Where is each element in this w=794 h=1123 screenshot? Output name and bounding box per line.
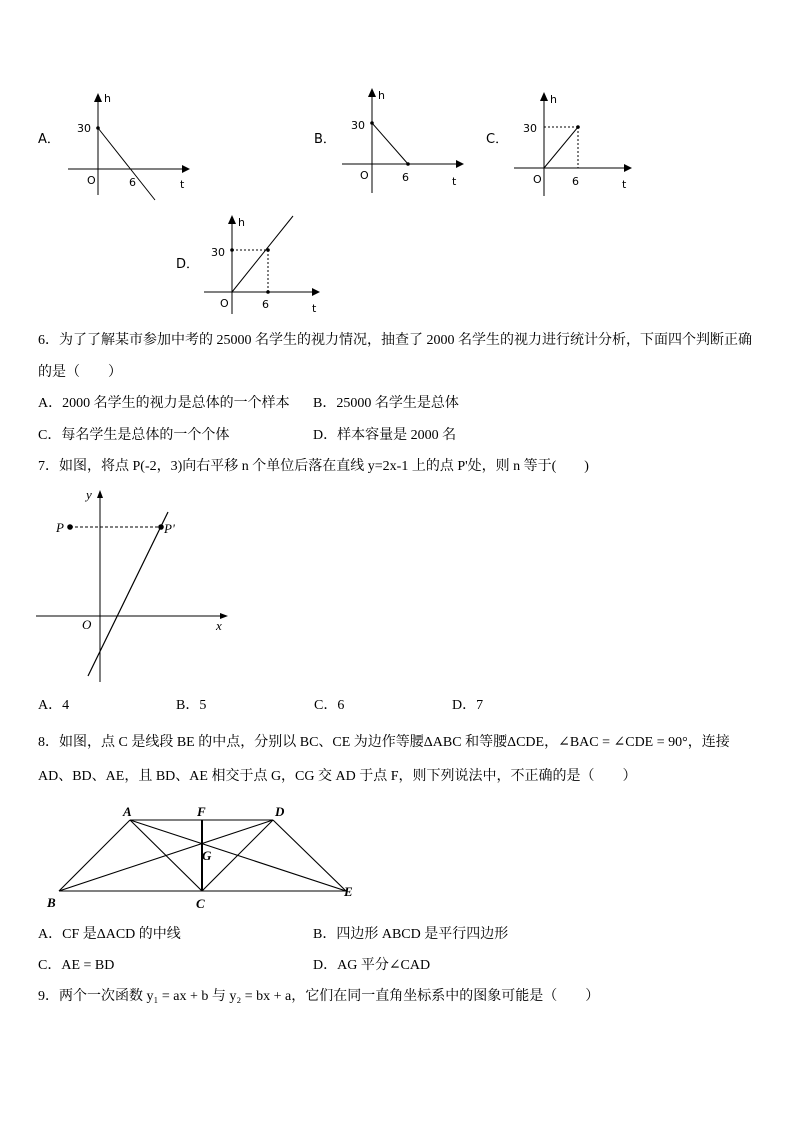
axis-t-label: t (452, 175, 457, 188)
axis-h-label: h (104, 92, 111, 105)
segment-bd (59, 820, 273, 891)
q6-option-a: A．2000 名学生的视力是总体的一个样本 (38, 396, 290, 411)
label-d: D (275, 804, 285, 819)
q5-option-c-label: C． (486, 132, 509, 147)
q7-figure (36, 484, 236, 689)
graph-line (544, 127, 578, 168)
label-b: B (47, 895, 56, 910)
q6-option-d: D．样本容量是 2000 名 (313, 428, 457, 443)
q5-graph-d (196, 212, 326, 317)
q5-option-a-label: A． (38, 132, 60, 147)
q6-option-c: C．每名学生是总体的一个个体 (38, 428, 230, 443)
axis-h-label: h (238, 216, 245, 229)
point-p-prime (158, 524, 164, 530)
y-tick-label: 30 (351, 119, 365, 132)
q7-option-a: A．4 (38, 698, 70, 713)
q8-option-c: C．AE = BD (38, 958, 115, 973)
q5-graph-a (60, 90, 200, 205)
p-label: P (56, 520, 64, 535)
axis-h-label: h (378, 89, 385, 102)
q8-stem-line2: AD、BD、AE，且 BD、AE 相交于点 G，CG 交 AD 于点 F，则下列说法中，不正确的是（ ） (38, 769, 637, 784)
q8-option-d: D．AG 平分∠CAD (313, 958, 431, 973)
q5-option-b-label: B． (314, 132, 336, 147)
x-label: x (216, 618, 222, 633)
point-p (67, 524, 73, 530)
q5-option-d-label: D． (176, 257, 200, 272)
q8-stem-line1: 8．如图，点 C 是线段 BE 的中点，分别以 BC、CE 为边作等腰ΔABC 和等腰ΔCDE，∠BAC = ∠CDE = 90°，连接 (38, 735, 730, 750)
q8-option-a: A．CF 是ΔACD 的中线 (38, 927, 181, 942)
q6-stem-line2: 的是（ ） (38, 365, 122, 380)
origin-label: O (82, 617, 92, 632)
origin-label: O (220, 297, 229, 310)
origin-label: O (533, 173, 542, 186)
axis-h-label: h (550, 93, 557, 106)
y-tick-label: 30 (77, 122, 91, 135)
q9-stem: 9．两个一次函数 y₁ = ax + b 与 y₂ = bx + a，它们在同一直角坐标系中的图象可能是（ ） (38, 989, 600, 1004)
x-tick-label: 6 (262, 298, 269, 311)
x-tick-label: 6 (402, 171, 409, 184)
graph-line (372, 123, 408, 164)
segment-de (273, 820, 346, 891)
label-f: F (197, 804, 206, 819)
axis-t-label: t (312, 302, 317, 315)
q7-option-c: C．6 (314, 698, 345, 713)
q7-stem: 7．如图，将点 P(-2，3)向右平移 n 个单位后落在直线 y=2x-1 上的点 P'处，则 n 等于( ) (38, 459, 589, 474)
origin-label: O (87, 174, 96, 187)
x-tick-label: 6 (129, 176, 136, 189)
origin-label: O (360, 169, 369, 182)
axis-t-label: t (180, 178, 185, 191)
y-label: y (86, 487, 92, 502)
label-g: G (202, 848, 212, 863)
label-e: E (344, 884, 353, 899)
q6-option-b: B．25000 名学生是总体 (313, 396, 459, 411)
segment-ae (130, 820, 346, 891)
x-tick-label: 6 (572, 175, 579, 188)
y-tick-label: 30 (523, 122, 537, 135)
p-prime-label: P' (164, 521, 175, 536)
y-tick-label: 30 (211, 246, 225, 259)
q5-graph-b (334, 85, 474, 200)
q8-option-b: B．四边形 ABCD 是平行四边形 (313, 927, 509, 942)
label-c: C (196, 896, 205, 911)
q5-graph-c (506, 89, 646, 204)
graph-line (98, 128, 155, 200)
label-a: A (123, 804, 132, 819)
segment-ab (59, 820, 130, 891)
q7-option-d: D．7 (452, 698, 484, 713)
q6-stem-line1: 6．为了了解某市参加中考的 25000 名学生的视力情况，抽查了 2000 名学生的视力进行统计分析，下面四个判断正确 (38, 333, 752, 348)
axis-t-label: t (622, 178, 627, 191)
q7-option-b: B．5 (176, 698, 207, 713)
q8-figure (40, 800, 370, 915)
